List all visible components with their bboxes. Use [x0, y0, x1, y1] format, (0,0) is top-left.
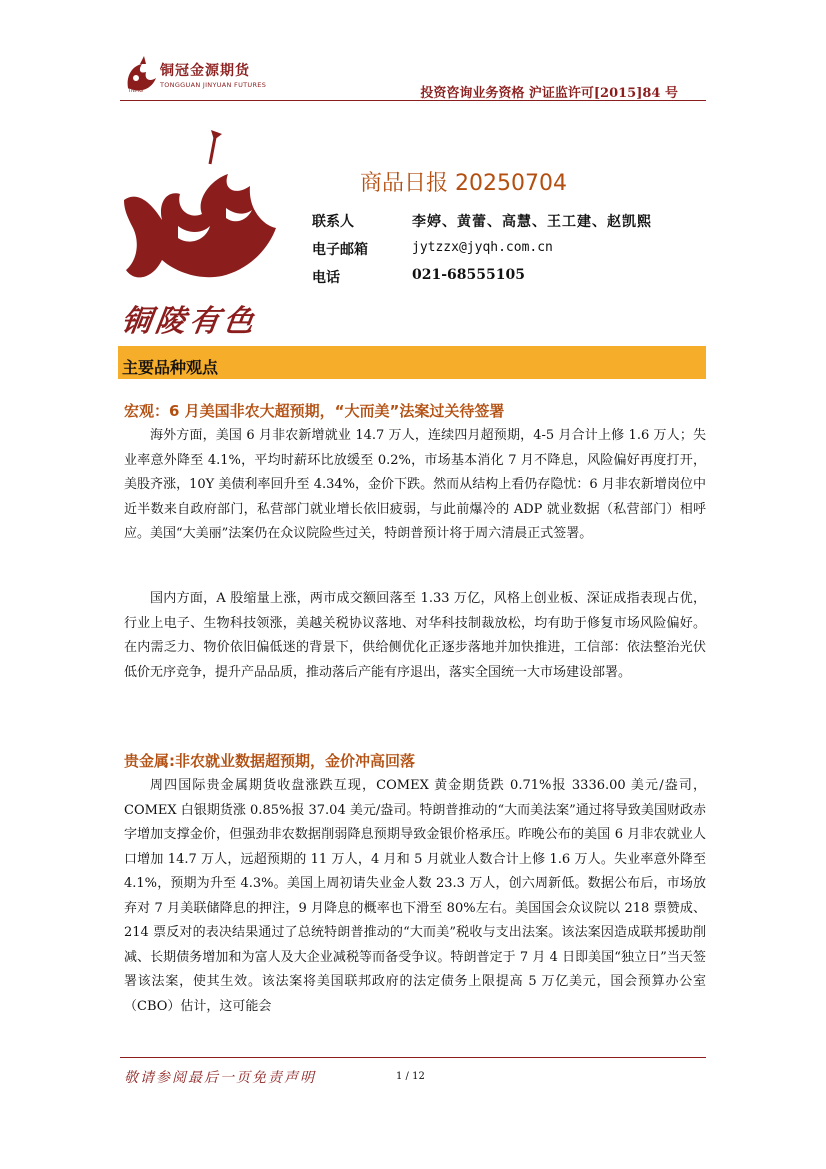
macro-paragraph-domestic: 国内方面，A 股缩量上涨，两市成交额回落至 1.33 万亿，风格上创业板、深证成指表现占优，行业上电子、生物科技领涨，美越关税协议落地、对华科技制裁放松，均有助于修复市场风险偏好。在内需乏力、物价依旧偏低迷的背景下，供给侧优化正逐步落地并加快推进，工信部：依法整治光伏低价无序竞争，提升产品品质，推动落后产能有序退出，落实全国统一大市场建设部署。	[124, 591, 706, 680]
precious-metals-heading: 贵金属:非农就业数据超预期，金价冲高回落	[124, 752, 416, 770]
email-link[interactable]: jytzzx@jyqh.com.cn	[412, 240, 553, 255]
macro-paragraph-overseas: 海外方面，美国 6 月非农新增就业 14.7 万人，连续四月超预期，4-5 月合计上修 1.6 万人；失业率意外降至 4.1%，平均时薪环比放缓至 0.2%，市场基本消化 7 月不降息，风险偏好再度打开，美股齐涨，10Y 美债利率回升至 4.34%，金价下跌。然而从结构上看仍存隐忧：6 月非农新增岗位中近半数来自政府部门，私营部门就业增长依旧疲弱，与此前爆冷的 ADP 就业数据（私营部门）相呼应。美国“大美丽”法案仍在众议院险些过关，特朗普预计将于周六清晨正式签署。	[124, 428, 706, 541]
header-divider	[120, 100, 706, 101]
page-number: 1 / 12	[396, 1071, 425, 1082]
contact-label: 联系人	[312, 214, 354, 230]
phone-label: 电话	[312, 270, 340, 286]
precious-metals-paragraph: 周四国际贵金属期货收盘涨跌互现，COMEX 黄金期货跌 0.71%报 3336.00 美元/盎司，COMEX 白银期货涨 0.85%报 37.04 美元/盎司。特朗普推动的“大而美法案”通过将导致美国财政赤字增加支撑金价，但强劲非农数据削弱降息预期导致金银价格承压。昨晚公布的美国 6 月非农就业人口增加 14.7 万人，远超预期的 11 万人，4 月和 5 月就业人数合计上修 1.6 万人。失业率意外降至 4.1%，预期为升至 4.3%。美国上周初请失业金人数 23.3 万人，创六周新低。数据公布后，市场放弃对 7 月美联储降息的押注，9 月降息的概率也下滑至 80%左右。美国国会众议院以 218 票赞成、214 票反对的表决结果通过了总统特朗普推动的“大而美”税收与支出法案。该法案因造成联邦援助削减、长期债务增加和为富人及大企业减税等而备受争议。特朗普定于 7 月 4 日即美国“独立日”当天签署该法案，使其生效。该法案将美国联邦政府的法定债务上限提高 5 万亿美元，国会预算办公室（CBO）估计，这可能会	[124, 778, 706, 1014]
macro-heading: 宏观：6 月美国非农大超预期，“大而美”法案过关待签署	[124, 402, 505, 420]
company-name-cn: 铜冠金源期货	[160, 63, 250, 79]
section-banner-title: 主要品种观点	[122, 358, 219, 377]
company-name-en: TONGGUAN JINYUAN FUTURES	[160, 81, 267, 89]
disclaimer-note: 敬请参阅最后一页免责声明	[124, 1070, 316, 1086]
footer-divider	[120, 1057, 706, 1058]
email-label: 电子邮箱	[312, 242, 368, 258]
contact-value: 李婷、黄蕾、高慧、王工建、赵凯熙	[412, 214, 652, 230]
report-title: 商品日报 20250704	[360, 171, 567, 196]
emblem-caption: 铜陵有色	[119, 304, 260, 339]
company-abbr: TNMG	[128, 88, 143, 94]
phone-value: 021-68555105	[412, 267, 525, 283]
license-text: 投资咨询业务资格 沪证监许可[2015]84 号	[420, 86, 678, 101]
